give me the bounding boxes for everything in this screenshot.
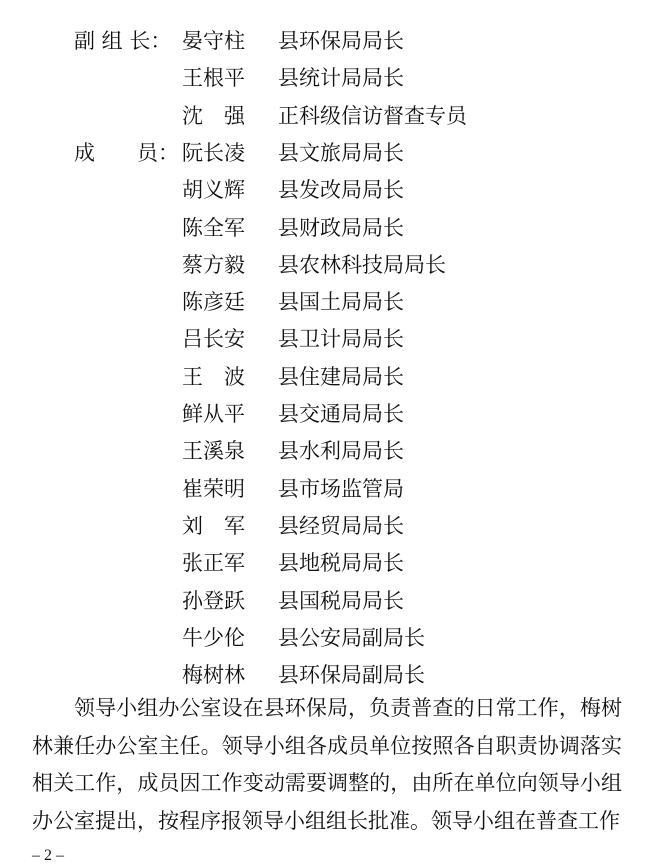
member-name: 吕长安	[182, 327, 245, 352]
member-name: 沈 强	[182, 103, 245, 128]
member-name: 刘 军	[182, 513, 245, 538]
member-name: 王根平	[182, 66, 245, 91]
member-name: 阮长凌	[182, 140, 245, 165]
member-title: 县市场监管局	[278, 476, 404, 501]
page-number: – 2 –	[32, 847, 64, 864]
member-title: 正科级信访督查专员	[278, 103, 467, 128]
member-name: 胡义辉	[182, 178, 245, 203]
member-name: 张正军	[182, 551, 245, 576]
member-name: 晏守柱	[182, 29, 245, 53]
member-role: 副 组 长：	[74, 29, 172, 53]
member-title: 县国土局局长	[278, 290, 404, 315]
member-title: 县卫计局局长	[278, 327, 404, 352]
member-title: 县财政局局长	[278, 215, 404, 240]
member-name: 蔡方毅	[182, 252, 245, 277]
member-name: 陈彦廷	[182, 290, 245, 315]
member-name: 王 波	[182, 364, 245, 389]
member-title: 县水利局局长	[278, 439, 404, 464]
member-name: 陈全军	[182, 215, 245, 240]
body-paragraph: 领导小组办公室设在县环保局，负责普查的日常工作，梅树林兼任办公室主任。领导小组各成员单位按照各自职责协调落实相关工作，成员因工作变动需要调整的，由所在单位向领导小组办公室提出，按程序报领导小组组长批准。领导小组在普查工作	[32, 696, 622, 833]
member-role: 成 员：	[74, 140, 179, 165]
member-name: 梅树林	[182, 663, 245, 688]
member-name: 孙登跃	[182, 588, 245, 613]
member-title: 县国税局局长	[278, 588, 404, 613]
member-name: 鲜从平	[182, 402, 245, 426]
member-name: 王溪泉	[182, 439, 245, 464]
member-name: 牛少伦	[182, 625, 245, 650]
member-title: 县农林科技局局长	[278, 252, 446, 277]
member-name: 崔荣明	[182, 476, 245, 501]
member-title: 县环保局局长	[278, 29, 404, 53]
member-title: 县经贸局局长	[278, 513, 404, 538]
member-title: 县住建局局长	[278, 364, 404, 389]
member-title: 县交通局局长	[278, 402, 404, 426]
member-title: 县环保局副局长	[278, 663, 425, 688]
member-title: 县统计局局长	[278, 66, 404, 91]
member-title: 县文旅局局长	[278, 140, 404, 165]
member-title: 县公安局副局长	[278, 625, 425, 650]
member-title: 县地税局局长	[278, 551, 404, 576]
member-title: 县发改局局长	[278, 178, 404, 203]
